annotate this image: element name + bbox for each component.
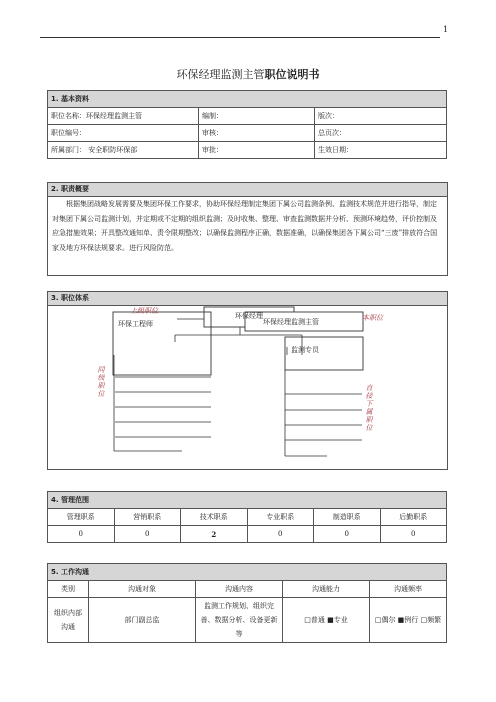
effective-date-cell: 生效日期： bbox=[315, 142, 447, 159]
scope-value: 0 bbox=[114, 526, 181, 543]
version-cell: 版次： bbox=[315, 108, 447, 125]
header-rule bbox=[40, 37, 440, 38]
scope-header: 专业职系 bbox=[247, 509, 314, 526]
total-pages-cell: 总页次： bbox=[315, 125, 447, 142]
comm-frequency: □偶尔 ■例行 □频繁 bbox=[370, 598, 447, 643]
reviewer-cell: 审核： bbox=[199, 125, 315, 142]
section5-heading: 5. 工作沟通 bbox=[48, 564, 447, 581]
superior-label: 上级职位 bbox=[130, 307, 158, 315]
scope-value: 2 bbox=[181, 526, 248, 543]
approver-cell: 审批： bbox=[199, 142, 315, 159]
section2-heading: 2. 职责概要 bbox=[48, 183, 447, 197]
scope-value: 0 bbox=[247, 526, 314, 543]
management-scope-table bbox=[47, 491, 447, 543]
comm-target: 部门副总监 bbox=[89, 598, 196, 643]
department-cell: 所属部门： 安全职防环保部 bbox=[48, 142, 199, 159]
title-suffix: 职位说明书 bbox=[264, 68, 320, 81]
document-title bbox=[0, 66, 496, 82]
subordinate-label: 直接下属职位 bbox=[365, 384, 373, 432]
scope-header: 技术职系 bbox=[181, 509, 248, 526]
self-label: 本职位 bbox=[362, 314, 383, 322]
scope-header: 管理职系 bbox=[48, 509, 115, 526]
comm-header: 沟通能力 bbox=[283, 581, 370, 598]
duty-summary-text: 根据集团战略发展需要及集团环保工作要求，协助环保经理制定集团下属公司监测条例、监测技术规范并进行指导，制定对集团下属公司监测计划，并定期或不定期的组织监测；及时收集、整理、审查监测数据并分析、预测环境趋势，评价控制及应急措施效果；开具整改通知单、责令限期整改；以确保监测程序正确，数据准确，以确保集团各下属公司“三废”排放符合国家及地方环保法规要求。进行风险防范。 bbox=[52, 200, 438, 252]
comm-category: 组织内部沟通 bbox=[48, 598, 89, 643]
scope-value: 0 bbox=[314, 526, 381, 543]
comm-content: 监测工作规划、组织完善、数据分析、设备更新等 bbox=[196, 598, 283, 643]
scope-value: 0 bbox=[48, 526, 115, 543]
peer-position: 环保工程师 bbox=[118, 320, 153, 328]
superior-position: 环保经理 bbox=[235, 312, 263, 320]
duty-summary-box bbox=[47, 182, 448, 276]
title-prefix: 环保经理监测主管 bbox=[176, 68, 265, 81]
scope-value: 0 bbox=[380, 526, 447, 543]
section3-heading: 3. 职位体系 bbox=[48, 292, 447, 306]
subordinate-position: 监测专员 bbox=[291, 346, 319, 354]
comm-header: 沟通对象 bbox=[89, 581, 196, 598]
scope-header: 制造职系 bbox=[314, 509, 381, 526]
scope-header: 后勤职系 bbox=[380, 509, 447, 526]
comm-header: 沟通内容 bbox=[196, 581, 283, 598]
comm-ability: □普通 ■专业 bbox=[283, 598, 370, 643]
self-position: 环保经理监测主管 bbox=[263, 318, 319, 326]
comm-header: 类别 bbox=[48, 581, 89, 598]
peer-label: 同级职位 bbox=[97, 366, 105, 398]
comm-header: 沟通频率 bbox=[370, 581, 447, 598]
section1-heading: 1. 基本资料 bbox=[48, 91, 447, 108]
basic-info-table bbox=[47, 90, 447, 159]
position-name-cell: 职位名称：环保经理监测主管 bbox=[48, 108, 199, 125]
section4-heading: 4. 管理范围 bbox=[48, 492, 447, 509]
scope-header: 营销职系 bbox=[114, 509, 181, 526]
position-number-cell: 职位编号： bbox=[48, 125, 199, 142]
preparer-cell: 编制： bbox=[199, 108, 315, 125]
page-number: 1 bbox=[443, 25, 449, 34]
communication-table bbox=[47, 563, 447, 643]
